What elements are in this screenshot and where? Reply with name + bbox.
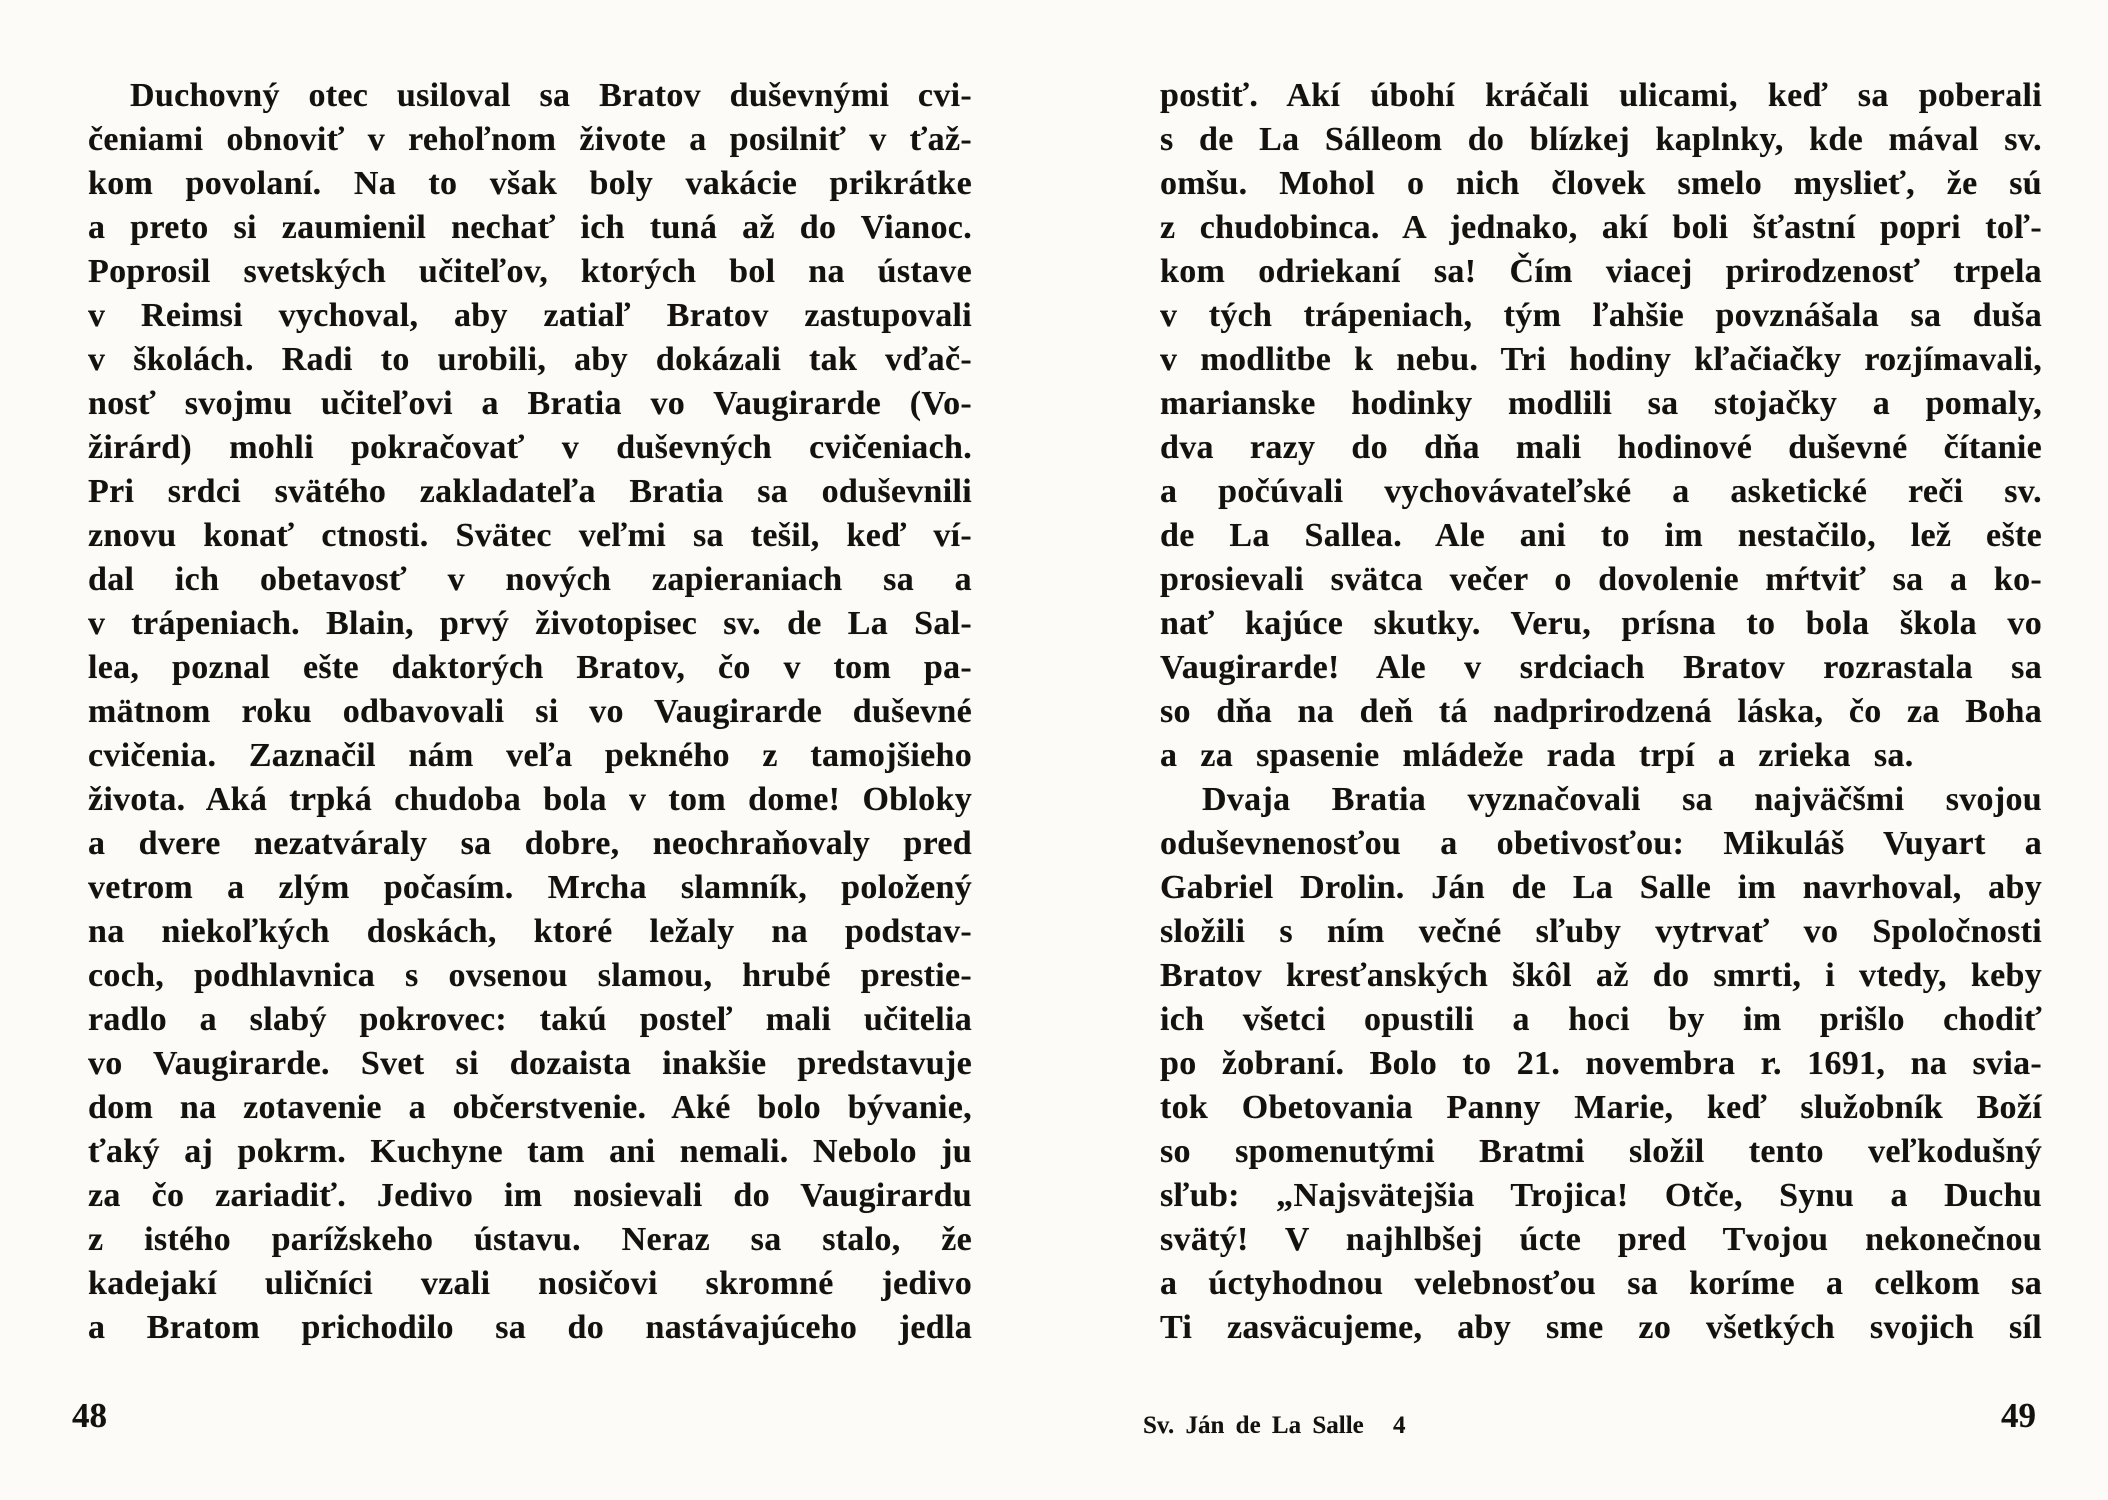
text-line: a dvere nezatváraly sa dobre, neochraňovaly pred bbox=[88, 825, 972, 862]
text-line: dva razy do dňa mali hodinové duševné čítanie bbox=[1160, 429, 2042, 466]
text-line: a Bratom prichodilo sa do nastávajúceho jedla bbox=[88, 1309, 972, 1346]
text-line: tok Obetovania Panny Marie, keď služobník Boží bbox=[1160, 1089, 2042, 1126]
text-line: dom na zotavenie a občerstvenie. Aké bolo bývanie, bbox=[88, 1089, 972, 1126]
text-line: de La Sallea. Ale ani to im nestačilo, lež ešte bbox=[1160, 517, 2042, 554]
text-line: žirárd) mohli pokračovať v duševných cvičeniach. bbox=[88, 429, 972, 466]
text-line: prosievali svätca večer o dovolenie mŕtviť sa a ko- bbox=[1160, 561, 2042, 598]
text-line: oduševnenosťou a obetivosťou: Mikuláš Vuyart a bbox=[1160, 825, 2042, 862]
text-line: čeniami obnoviť v rehoľnom živote a posilniť v ťaž- bbox=[88, 121, 972, 158]
text-line: v trápeniach. Blain, prvý životopisec sv. de La Sal- bbox=[88, 605, 972, 642]
text-line: nosť svojmu učiteľovi a Bratia vo Vaugirarde (Vo- bbox=[88, 385, 972, 422]
text-line: a preto si zaumienil nechať ich tuná až do Vianoc. bbox=[88, 209, 972, 246]
text-line: kom odriekaní sa! Čím viacej prirodzenosť trpela bbox=[1160, 253, 2042, 290]
text-line: dal ich obetavosť v nových zapieraniach sa a bbox=[88, 561, 972, 598]
text-line: života. Aká trpká chudoba bola v tom dome! Obloky bbox=[88, 781, 972, 818]
text-line: v tých trápeniach, tým ľahšie povznášala sa duša bbox=[1160, 297, 2042, 334]
text-line: cvičenia. Zaznačil nám veľa pekného z tamojšieho bbox=[88, 737, 972, 774]
text-line: za čo zariadiť. Jedivo im nosievali do Vaugirardu bbox=[88, 1177, 972, 1214]
text-line: ich všetci opustili a hoci by im prišlo chodiť bbox=[1160, 1001, 2042, 1038]
page-right bbox=[1054, 0, 2108, 1500]
text-line: Gabriel Drolin. Ján de La Salle im navrhoval, aby bbox=[1160, 869, 2042, 906]
text-line: kom povolaní. Na to však boly vakácie prikrátke bbox=[88, 165, 972, 202]
text-line: omšu. Mohol o nich človek smelo myslieť, že sú bbox=[1160, 165, 2042, 202]
text-line: Ti zasväcujeme, aby sme zo všetkých svojich síl bbox=[1160, 1309, 2042, 1346]
text-line: Bratov kresťanských škôl až do smrti, i vtedy, keby bbox=[1160, 957, 2042, 994]
text-line: coch, podhlavnica s ovsenou slamou, hrubé prestie- bbox=[88, 957, 972, 994]
page-right-text-column bbox=[1160, 74, 2042, 1350]
text-line: marianske hodinky modlili sa stojačky a pomaly, bbox=[1160, 385, 2042, 422]
text-line: v školách. Radi to urobili, aby dokázali tak vďač- bbox=[88, 341, 972, 378]
text-line: vo Vaugirarde. Svet si dozaista inakšie predstavuje bbox=[88, 1045, 972, 1082]
text-line: Dvaja Bratia vyznačovali sa najväčšmi svojou bbox=[1202, 781, 2042, 818]
printer-signature-sheet-number: 4 bbox=[1393, 1412, 1406, 1439]
text-line: v Reimsi vychoval, aby zatiaľ Bratov zastupovali bbox=[88, 297, 972, 334]
text-line: Pri srdci svätého zakladateľa Bratia sa oduševnili bbox=[88, 473, 972, 510]
text-line: mätnom roku odbavovali si vo Vaugirarde duševné bbox=[88, 693, 972, 730]
printer-signature-title: Sv. Ján de La Salle bbox=[1143, 1412, 1364, 1439]
page-left-text-column bbox=[88, 74, 972, 1350]
text-line: radlo a slabý pokrovec: takú posteľ mali učitelia bbox=[88, 1001, 972, 1038]
page-number-right: 49 bbox=[2001, 1396, 2036, 1435]
text-line: znovu konať ctnosti. Svätec veľmi sa tešil, keď ví- bbox=[88, 517, 972, 554]
text-line: a za spasenie mládeže rada trpí a zrieka sa. bbox=[1160, 737, 1914, 774]
text-line: Vaugirarde! Ale v srdciach Bratov rozrastala sa bbox=[1160, 649, 2042, 686]
text-line: a úctyhodnou velebnosťou sa koríme a celkom sa bbox=[1160, 1265, 2042, 1302]
text-line: Poprosil svetských učiteľov, ktorých bol na ústave bbox=[88, 253, 972, 290]
text-line: z chudobinca. A jednako, akí boli šťastní popri toľ- bbox=[1160, 209, 2042, 246]
text-line: so spomenutými Bratmi složil tento veľkodušný bbox=[1160, 1133, 2042, 1170]
text-line: v modlitbe k nebu. Tri hodiny kľačiačky rozjímavali, bbox=[1160, 341, 2042, 378]
text-line: postiť. Akí úbohí kráčali ulicami, keď sa poberali bbox=[1160, 77, 2042, 114]
text-line: s de La Sálleom do blízkej kaplnky, kde mával sv. bbox=[1160, 121, 2042, 158]
text-line: nať kajúce skutky. Veru, prísna to bola škola vo bbox=[1160, 605, 2042, 642]
text-line: Duchovný otec usiloval sa Bratov duševnými cvi- bbox=[130, 77, 972, 114]
printer-signature-line bbox=[1143, 1412, 1406, 1440]
text-line: so dňa na deň tá nadprirodzená láska, čo za Boha bbox=[1160, 693, 2042, 730]
text-line: svätý! V najhlbšej úcte pred Tvojou nekonečnou bbox=[1160, 1221, 2042, 1258]
text-line: složili s ním večné sľuby vytrvať vo Spoločnosti bbox=[1160, 913, 2042, 950]
text-line: po žobraní. Bolo to 21. novembra r. 1691, na svia- bbox=[1160, 1045, 2042, 1082]
text-line: sľub: „Najsvätejšia Trojica! Otče, Synu a Duchu bbox=[1160, 1177, 2042, 1214]
text-line: a počúvali vychovávateľské a asketické reči sv. bbox=[1160, 473, 2042, 510]
text-line: lea, poznal ešte daktorých Bratov, čo v tom pa- bbox=[88, 649, 972, 686]
text-line: na niekoľkých doskách, ktoré ležaly na podstav- bbox=[88, 913, 972, 950]
text-line: kadejakí uličníci vzali nosičovi skromné jedivo bbox=[88, 1265, 972, 1302]
text-line: z istého parížskeho ústavu. Neraz sa stalo, že bbox=[88, 1221, 972, 1258]
text-line: ťaký aj pokrm. Kuchyne tam ani nemali. Nebolo ju bbox=[88, 1133, 972, 1170]
page-number-left: 48 bbox=[72, 1396, 107, 1435]
text-line: vetrom a zlým počasím. Mrcha slamník, položený bbox=[88, 869, 972, 906]
